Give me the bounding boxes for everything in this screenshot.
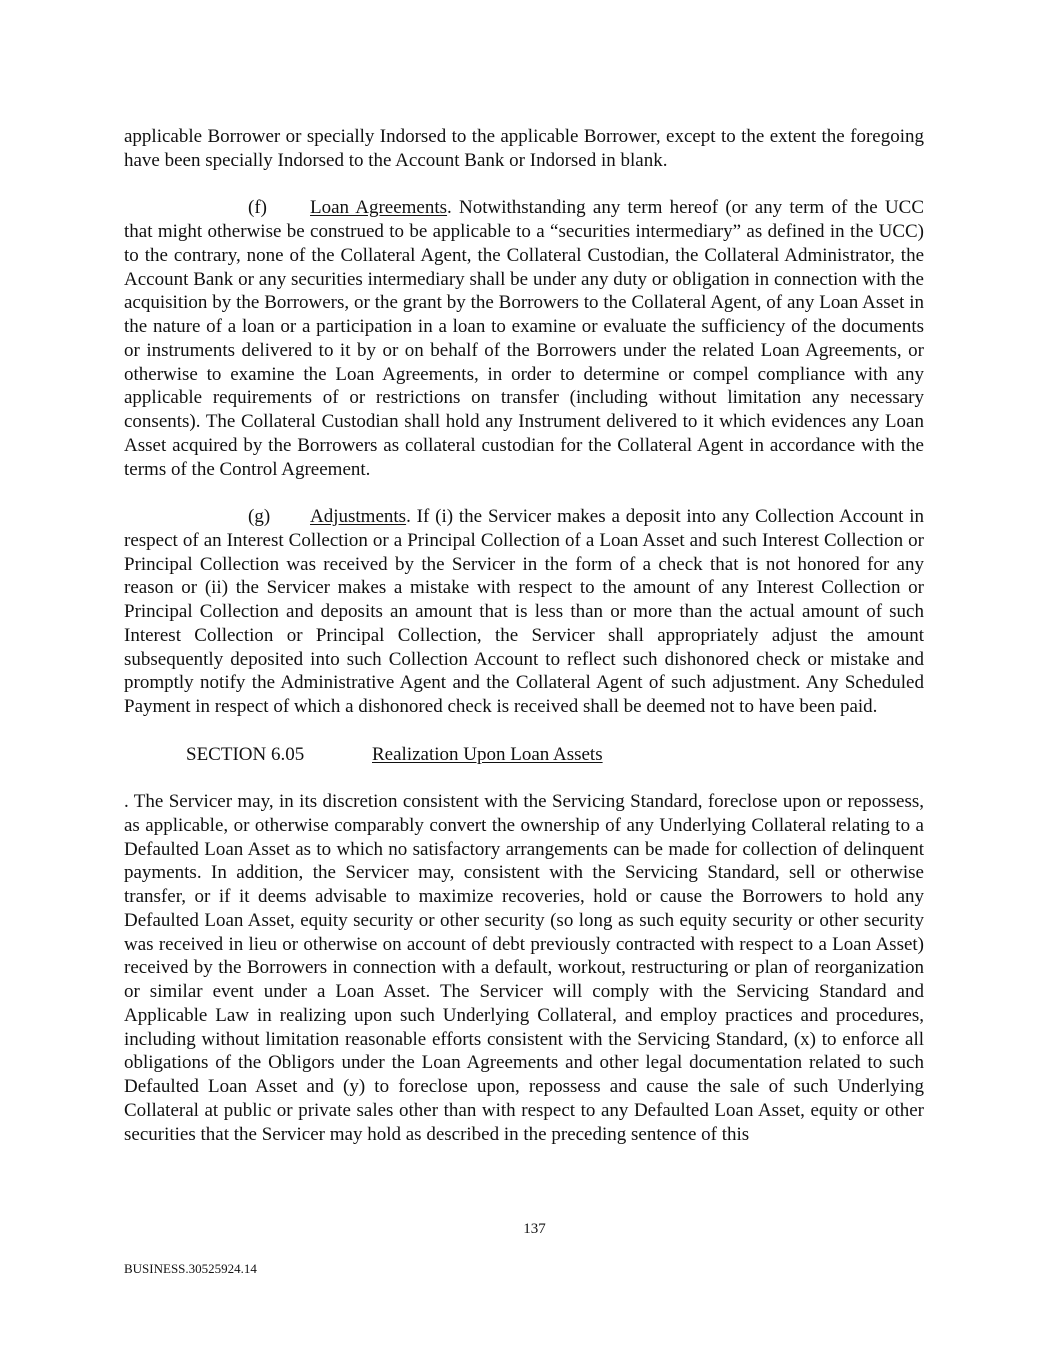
section-title: Realization Upon Loan Assets [372,743,603,765]
paragraph-f [124,196,924,481]
paragraph-g-body: . If (i) the Servicer makes a deposit into any Collection Account in respect of an Interest Collection or a Principal Collection of a Loan Asset and such Interest Collection or Principal Collection was received by the Servicer in the form of a check that is not honored for any reason or (ii) the Servicer makes a mistake with respect to the amount of any Interest Collection or Principal Collection and deposits an amount that is less than or more than the actual amount of such Interest Collection or Principal Collection, the Servicer shall appropriately adjust the amount subsequently deposited into such Collection Account to reflect such dishonored check or mistake and promptly notify the Administrative Agent and the Collateral Agent of such adjustment. Any Scheduled Payment in respect of which a dishonored check is received shall be deemed not to have been paid. [124,506,924,717]
section-6-05-paragraph: . The Servicer may, in its discretion consistent with the Servicing Standard, foreclose upon or repossess, as applicable, or otherwise comparably convert the ownership of any Underlying Collateral relating to a Defaulted Loan Asset as to which no satisfactory arrangements can be made for collection of delinquent payments. In addition, the Servicer may, consistent with the Servicing Standard, sell or otherwise transfer, or if it deems advisable to maximize recoveries, hold or cause the Borrowers to hold any Defaulted Loan Asset, equity security or other security (so long as such equity security or other security was received in lieu or otherwise on account of debt previously contracted with respect to a Loan Asset) received by the Borrowers in connection with a default, workout, restructuring or plan of reorganization or similar event under a Loan Asset. The Servicer will comply with the Servicing Standard and Applicable Law in realizing upon such Underlying Collateral, and employ practices and procedures, including without limitation reasonable efforts consistent with the Servicing Standard, (x) to enforce all obligations of the Obligors under the Loan Agreements and other legal documentation related to such Defaulted Loan Asset and (y) to foreclose upon, repossess and cause the sale of such Underlying Collateral at public or private sales other than with respect to any Defaulted Loan Asset, equity or other securities that the Servicer may hold as described in the preceding sentence of this [124,791,924,1145]
document-body [124,125,924,1170]
paragraph-f-label: (f) [248,197,267,219]
paragraph-e-continuation: applicable Borrower or specially Indorsed to the applicable Borrower, except to the extent the foregoing have been specially Indorsed to the Account Bank or Indorsed in blank. [124,126,924,171]
paragraph-g [124,505,924,719]
paragraph-f-body: . Notwithstanding any term hereof (or any term of the UCC that might otherwise be construed to be applicable to a “securities intermediary” as defined in the UCC) to the contrary, none of the Collateral Agent, the Collateral Custodian, the Collateral Administrator, the Account Bank or any securities intermediary shall be under any duty or obligation in connection with the acquisition by the Borrowers, or the grant by the Borrowers to the Collateral Agent, of any Loan Asset in the nature of a loan or a participation in a loan to examine or evaluate the sufficiency of the documents or instruments delivered to it by or on behalf of the Borrowers under the related Loan Agreements, or otherwise to examine the Loan Agreements, in order to determine or compel compliance with any applicable requirements of or restrictions on transfer (including without limitation any necessary consents). The Collateral Custodian shall hold any Instrument delivered to it which evidences any Loan Asset acquired by the Borrowers as collateral custodian for the Collateral Agent in accordance with the terms of the Control Agreement. [124,197,925,480]
section-number: SECTION 6.05 [186,743,305,765]
paragraph-g-heading: Adjustments [310,506,407,527]
page-number: 137 [523,1221,546,1237]
paragraph-g-label: (g) [248,506,271,527]
document-footer-id: BUSINESS.30525924.14 [124,1261,257,1276]
section-heading [186,743,924,767]
paragraph-f-heading: Loan Agreements [310,197,448,219]
